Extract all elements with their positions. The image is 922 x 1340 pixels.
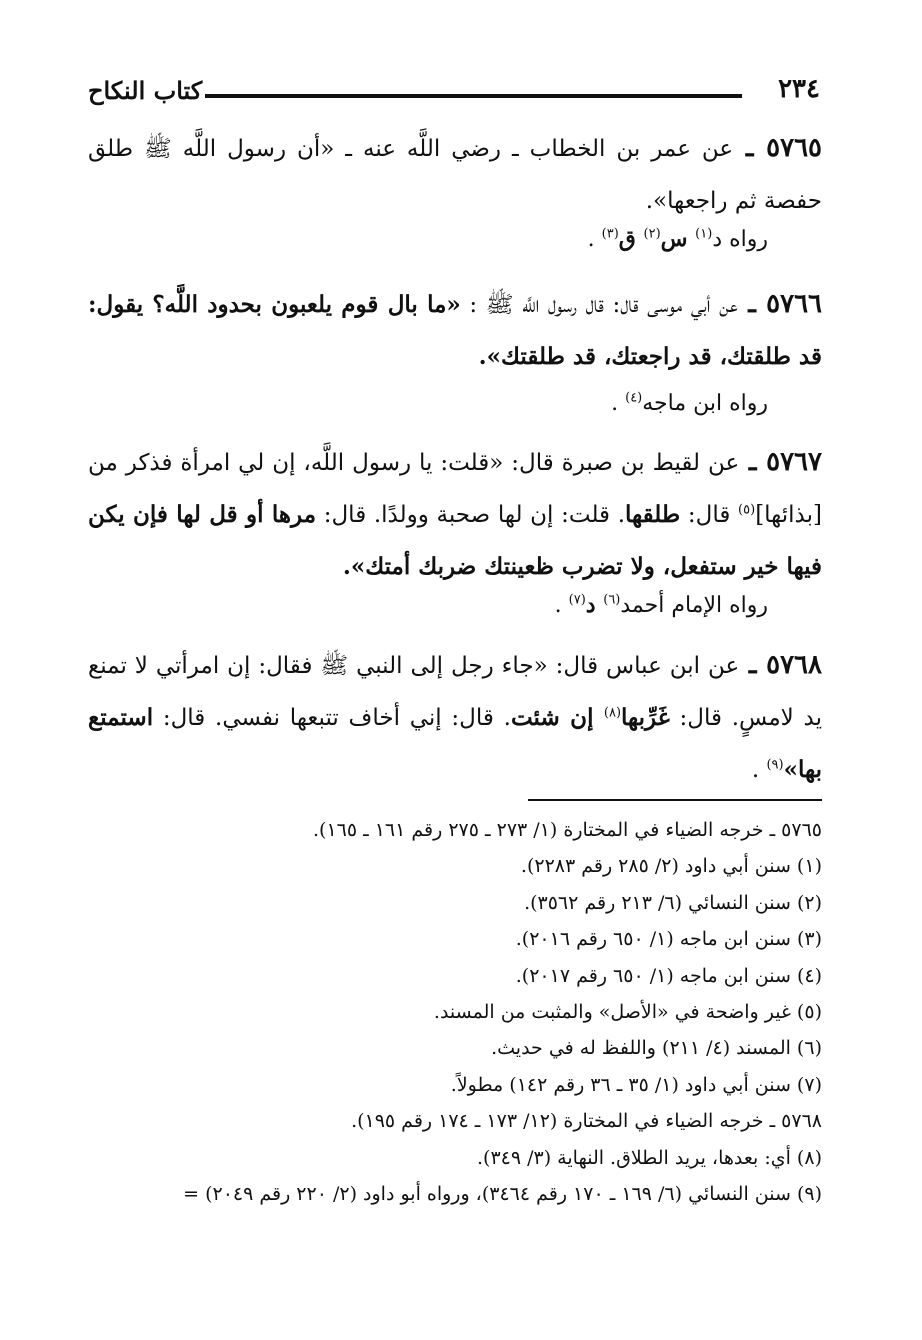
hadith-dash: ـ [737, 289, 767, 319]
footnote-7: (٧) سنن أبي داود (١/ ٣٥ ـ ٣٦ رقم ١٤٢) مطولاً. [450, 1073, 822, 1096]
hadith-quote: إن شئت [510, 704, 604, 731]
footnote-ref: (٢) [643, 226, 661, 242]
hadith-number: ٥٧٦٦ [766, 289, 822, 319]
source-mark: د [585, 592, 604, 618]
narration-5766 [88, 384, 768, 424]
footnote-8: (٨) أي: بعدها، يريد الطلاق. النهاية (٣/ ٣٤٩). [476, 1146, 822, 1169]
narration-5767 [88, 585, 768, 626]
hadith-number: ٥٧٦٥ [766, 133, 822, 163]
footnote-ref: (٤) [625, 390, 643, 406]
footnote-6: (٦) المسند (٤/ ٢١١) واللفظ له في حديث. [491, 1037, 822, 1060]
narration-prefix: رواه ابن ماجه [642, 391, 768, 416]
footnote-ref: (٩) [766, 757, 784, 773]
hadith-5766 [88, 278, 822, 383]
source-mark: س [660, 226, 696, 252]
footnote-source-5768: ٥٧٦٨ ـ خرجه الضياء في المختارة (١٢/ ١٧٣ ـ ١٧٤ رقم ١٩٥). [351, 1110, 822, 1133]
header-rule [205, 94, 742, 98]
footnote-ref: (٧) [568, 592, 586, 608]
hadith-text: عن لقيط بن صبرة قال: «قلت: يا رسول اللَّه، إن لي امرأة فذكر من [بذائها] [88, 450, 823, 528]
footnote-ref: (٦) [603, 592, 621, 608]
page-number: ٢٣٤ [778, 74, 820, 104]
hadith-text: . [751, 757, 767, 783]
hadith-5767 [88, 436, 822, 593]
hadith-number: ٥٧٦٧ [766, 447, 822, 477]
footnote-4: (٤) سنن ابن ماجه (١/ ٦٥٠ رقم ٢٠١٧). [515, 964, 822, 987]
chapter-title: كتاب النكاح [88, 76, 203, 105]
narration-suffix: . [554, 593, 569, 618]
footnote-source-5765: ٥٧٦٥ ـ خرجه الضياء في المختارة (١/ ٢٧٣ ـ ٢٧٥ رقم ١٦١ ـ ١٦٥). [312, 819, 822, 841]
hadith-text: عن ابن عباس قال: «جاء رجل إلى النبي ﷺ فقال: إن امرأتي لا تمنع يد لامسٍ. قال: [88, 653, 823, 731]
hadith-dash: ـ [739, 650, 767, 680]
footnote-2: (٢) سنن النسائي (٦/ ٢١٣ رقم ٣٥٦٢). [524, 891, 822, 914]
hadith-text: . قال: إني أخاف تتبعها نفسي. قال: [153, 705, 511, 731]
footnote-5: (٥) غير واضحة في «الأصل» والمثبت من المسند. [433, 1000, 822, 1023]
footnote-ref: (٣) [601, 226, 619, 242]
hadith-number: ٥٧٦٨ [766, 650, 822, 680]
hadith-quote: استمتع بها» [88, 704, 822, 783]
hadith-quote: غَرِّبها [621, 704, 670, 731]
hadith-dash: ـ [739, 447, 767, 477]
hadith-text: عن أبي موسى قال: قال رسول اللَّه ﷺ : [460, 292, 738, 318]
narration-suffix: . [587, 227, 602, 252]
footnote-ref: (٨) [603, 705, 622, 721]
page-header [88, 72, 820, 112]
narration-5765 [88, 219, 768, 260]
hadith-5768 [88, 639, 822, 796]
footnote-3: (٣) سنن ابن ماجه (١/ ٦٥٠ رقم ٢٠١٦). [515, 928, 822, 951]
narration-prefix: رواه د [712, 227, 768, 252]
hadith-quote: مرها أو قل لها فإن يكن فيها خير ستفعل، ولا تضرب ظعينتك ضربك أمتك». [88, 501, 822, 580]
hadith-5765 [88, 122, 822, 227]
hadith-quote: طلقها [625, 501, 681, 528]
footnote-1: (١) سنن أبي داود (٢/ ٢٨٥ رقم ٢٢٨٣). [520, 855, 822, 878]
narration-prefix: رواه الإمام أحمد [620, 593, 768, 618]
narration-suffix: . [611, 391, 626, 416]
footnote-9: (٩) سنن النسائي (٦/ ١٦٩ ـ ١٧٠ رقم ٣٤٦٤)، ورواه أبو داود (٢/ ٢٢٠ رقم ٢٠٤٩) = [183, 1182, 822, 1205]
hadith-text: قال: [680, 502, 739, 528]
hadith-dash: ـ [733, 133, 767, 163]
hadith-text: عن عمر بن الخطاب ـ رضي اللَّه عنه ـ «أن رسول اللَّه ﷺ طلق حفصة ثم راجعها». [88, 136, 822, 214]
source-mark: ق [618, 226, 644, 252]
footnote-ref: (٥) [738, 502, 756, 518]
footnotes [88, 812, 822, 1212]
hadith-text: . قلت: إن لها صحبة وولدًا. قال: [316, 502, 626, 528]
footnote-ref: (١) [695, 226, 713, 242]
footnote-separator [528, 799, 822, 801]
hadith-quote: «ما بال قوم يلعبون بحدود اللَّه؟ يقول: قد طلقتك، قد راجعتك، قد طلقتك». [88, 291, 822, 370]
